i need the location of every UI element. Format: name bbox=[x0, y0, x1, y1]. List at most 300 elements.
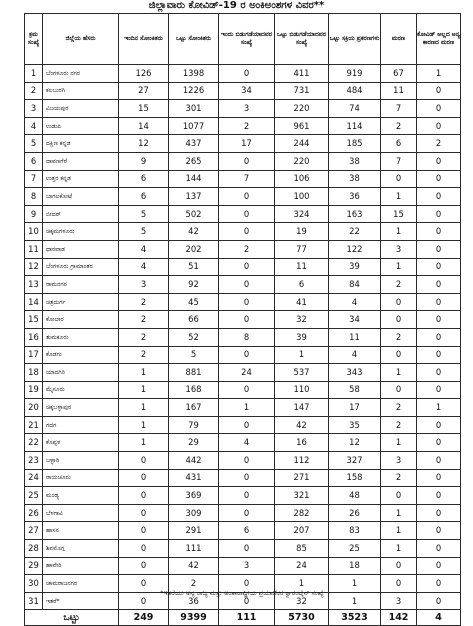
active-cases-cell: 39 bbox=[329, 258, 381, 276]
total-active-cases: 3523 bbox=[329, 610, 381, 626]
table-row bbox=[25, 240, 461, 258]
non-covid-deaths-cell: 1 bbox=[417, 65, 461, 83]
today-discharged-cell: 6 bbox=[219, 522, 275, 540]
non-covid-deaths-cell: 0 bbox=[417, 469, 461, 487]
district-name-cell: ಮೈಸೂರು bbox=[43, 381, 119, 399]
table-row bbox=[25, 557, 461, 575]
total-today-infected: 249 bbox=[119, 610, 169, 626]
serial-cell: 26 bbox=[25, 504, 43, 522]
table-row bbox=[25, 205, 461, 223]
header-district: ಜಿಲ್ಲೆಯ ಹೆಸರು bbox=[43, 14, 119, 65]
today-infected-cell: 2 bbox=[119, 328, 169, 346]
serial-cell: 29 bbox=[25, 557, 43, 575]
header-today-discharged: ಇಂದು ಬಿಡುಗಡೆಯಾದವರ ಸಂಖ್ಯೆ bbox=[219, 14, 275, 65]
deaths-cell: 0 bbox=[381, 311, 417, 329]
today-discharged-cell: 17 bbox=[219, 135, 275, 153]
serial-cell: 1 bbox=[25, 65, 43, 83]
deaths-cell: 0 bbox=[381, 293, 417, 311]
today-infected-cell: 1 bbox=[119, 399, 169, 417]
total-infected-cell: 881 bbox=[169, 364, 219, 382]
today-discharged-cell: 0 bbox=[219, 487, 275, 505]
non-covid-deaths-cell: 0 bbox=[417, 100, 461, 118]
today-discharged-cell: 0 bbox=[219, 293, 275, 311]
serial-cell: 30 bbox=[25, 575, 43, 593]
deaths-cell: 1 bbox=[381, 434, 417, 452]
serial-cell: 5 bbox=[25, 135, 43, 153]
active-cases-cell: 122 bbox=[329, 240, 381, 258]
serial-cell: 20 bbox=[25, 399, 43, 417]
today-infected-cell: 126 bbox=[119, 65, 169, 83]
non-covid-deaths-cell: 0 bbox=[417, 592, 461, 610]
active-cases-cell: 163 bbox=[329, 205, 381, 223]
non-covid-deaths-cell: 2 bbox=[417, 135, 461, 153]
deaths-cell: 3 bbox=[381, 452, 417, 470]
today-infected-cell: 5 bbox=[119, 205, 169, 223]
total-discharged-cell: 39 bbox=[275, 328, 329, 346]
deaths-cell: 1 bbox=[381, 188, 417, 206]
today-infected-cell: 4 bbox=[119, 240, 169, 258]
deaths-cell: 7 bbox=[381, 152, 417, 170]
active-cases-cell: 11 bbox=[329, 328, 381, 346]
total-infected-cell: 111 bbox=[169, 540, 219, 558]
total-today-discharged: 111 bbox=[219, 610, 275, 626]
district-name-cell: ಯಾದಗಿರಿ bbox=[43, 364, 119, 382]
active-cases-cell: 38 bbox=[329, 170, 381, 188]
total-infected-cell: 265 bbox=[169, 152, 219, 170]
today-infected-cell: 0 bbox=[119, 592, 169, 610]
today-discharged-cell: 0 bbox=[219, 592, 275, 610]
total-infected-cell: 301 bbox=[169, 100, 219, 118]
serial-cell: 17 bbox=[25, 346, 43, 364]
district-name-cell: ಬೀದರ್ bbox=[43, 205, 119, 223]
total-discharged-cell: 11 bbox=[275, 258, 329, 276]
deaths-cell: 7 bbox=[381, 100, 417, 118]
serial-cell: 18 bbox=[25, 364, 43, 382]
today-infected-cell: 27 bbox=[119, 82, 169, 100]
total-infected-cell: 168 bbox=[169, 381, 219, 399]
total-infected-cell: 442 bbox=[169, 452, 219, 470]
today-infected-cell: 2 bbox=[119, 311, 169, 329]
today-infected-cell: 6 bbox=[119, 188, 169, 206]
non-covid-deaths-cell: 0 bbox=[417, 205, 461, 223]
district-name-cell: ಗದಗ bbox=[43, 416, 119, 434]
total-infected-cell: 431 bbox=[169, 469, 219, 487]
active-cases-cell: 58 bbox=[329, 381, 381, 399]
total-infected-cell: 29 bbox=[169, 434, 219, 452]
non-covid-deaths-cell: 0 bbox=[417, 188, 461, 206]
deaths-cell: 0 bbox=[381, 346, 417, 364]
table-row bbox=[25, 504, 461, 522]
today-infected-cell: 6 bbox=[119, 170, 169, 188]
total-discharged-cell: 16 bbox=[275, 434, 329, 452]
non-covid-deaths-cell: 0 bbox=[417, 311, 461, 329]
today-infected-cell: 0 bbox=[119, 522, 169, 540]
active-cases-cell: 1 bbox=[329, 575, 381, 593]
total-discharged-cell: 42 bbox=[275, 416, 329, 434]
today-infected-cell: 12 bbox=[119, 135, 169, 153]
non-covid-deaths-cell: 0 bbox=[417, 452, 461, 470]
table-row bbox=[25, 117, 461, 135]
today-discharged-cell: 7 bbox=[219, 170, 275, 188]
district-name-cell: ಬೆಂಗಳೂರು ನಗರ bbox=[43, 65, 119, 83]
deaths-cell: 3 bbox=[381, 240, 417, 258]
serial-cell: 31 bbox=[25, 592, 43, 610]
header-serial: ಕ್ರಮ ಸಂಖ್ಯೆ bbox=[25, 14, 43, 65]
total-infected-cell: 51 bbox=[169, 258, 219, 276]
total-discharged-cell: 147 bbox=[275, 399, 329, 417]
today-discharged-cell: 0 bbox=[219, 152, 275, 170]
serial-cell: 27 bbox=[25, 522, 43, 540]
document-title: ಜಿಲ್ಲಾವಾರು ಕೋವಿಡ್-19 ರ ಅಂಕಿಅಂಶಗಳ ವಿವರ** bbox=[148, 0, 325, 11]
table-row bbox=[25, 293, 461, 311]
district-name-cell: ಮಂಡ್ಯ bbox=[43, 487, 119, 505]
total-infected-cell: 92 bbox=[169, 276, 219, 294]
district-name-cell: ಚಿಕ್ಕಬಳ್ಳಾಪುರ bbox=[43, 399, 119, 417]
table-body bbox=[25, 65, 461, 610]
today-discharged-cell: 1 bbox=[219, 399, 275, 417]
today-infected-cell: 2 bbox=[119, 346, 169, 364]
today-infected-cell: 15 bbox=[119, 100, 169, 118]
total-infected-cell: 1226 bbox=[169, 82, 219, 100]
today-infected-cell: 1 bbox=[119, 381, 169, 399]
serial-cell: 16 bbox=[25, 328, 43, 346]
non-covid-deaths-cell: 0 bbox=[417, 557, 461, 575]
table-row bbox=[25, 487, 461, 505]
active-cases-cell: 35 bbox=[329, 416, 381, 434]
serial-cell: 25 bbox=[25, 487, 43, 505]
serial-cell: 10 bbox=[25, 223, 43, 241]
table-row bbox=[25, 311, 461, 329]
header-today-infected: ಇಂದಿನ ಸೋಂಕಿತರು bbox=[119, 14, 169, 65]
district-name-cell: ಧಾರವಾಡ bbox=[43, 240, 119, 258]
total-discharged-cell: 24 bbox=[275, 557, 329, 575]
deaths-cell: 15 bbox=[381, 205, 417, 223]
active-cases-cell: 1 bbox=[329, 592, 381, 610]
total-infected-cell: 1398 bbox=[169, 65, 219, 83]
non-covid-deaths-cell: 0 bbox=[417, 240, 461, 258]
non-covid-deaths-cell: 0 bbox=[417, 416, 461, 434]
deaths-cell: 6 bbox=[381, 135, 417, 153]
active-cases-cell: 343 bbox=[329, 364, 381, 382]
active-cases-cell: 38 bbox=[329, 152, 381, 170]
active-cases-cell: 48 bbox=[329, 487, 381, 505]
totals-label: ಒಟ್ಟು bbox=[25, 610, 119, 626]
active-cases-cell: 327 bbox=[329, 452, 381, 470]
deaths-cell: 1 bbox=[381, 223, 417, 241]
active-cases-cell: 84 bbox=[329, 276, 381, 294]
serial-cell: 23 bbox=[25, 452, 43, 470]
serial-cell: 28 bbox=[25, 540, 43, 558]
deaths-cell: 0 bbox=[381, 170, 417, 188]
total-discharged-cell: 321 bbox=[275, 487, 329, 505]
serial-cell: 12 bbox=[25, 258, 43, 276]
total-infected-cell: 36 bbox=[169, 592, 219, 610]
table-row bbox=[25, 416, 461, 434]
today-infected-cell: 1 bbox=[119, 364, 169, 382]
table-row bbox=[25, 65, 461, 83]
header-deaths: ಮರಣ bbox=[381, 14, 417, 65]
today-infected-cell: 0 bbox=[119, 504, 169, 522]
total-discharged-cell: 1 bbox=[275, 575, 329, 593]
today-discharged-cell: 0 bbox=[219, 469, 275, 487]
table-row bbox=[25, 258, 461, 276]
today-discharged-cell: 2 bbox=[219, 240, 275, 258]
district-name-cell: ಉತ್ತರ ಕನ್ನಡ bbox=[43, 170, 119, 188]
total-deaths: 142 bbox=[381, 610, 417, 626]
today-infected-cell: 0 bbox=[119, 469, 169, 487]
table-row bbox=[25, 434, 461, 452]
total-discharged-cell: 110 bbox=[275, 381, 329, 399]
district-name-cell: ಹಾವೇರಿ bbox=[43, 557, 119, 575]
table-row bbox=[25, 276, 461, 294]
active-cases-cell: 17 bbox=[329, 399, 381, 417]
header-total-infected: ಒಟ್ಟು ಸೋಂಕಿತರು bbox=[169, 14, 219, 65]
table-row bbox=[25, 223, 461, 241]
total-infected-cell: 291 bbox=[169, 522, 219, 540]
total-discharged-cell: 207 bbox=[275, 522, 329, 540]
deaths-cell: 1 bbox=[381, 364, 417, 382]
district-name-cell: ತುಮಕೂರು bbox=[43, 328, 119, 346]
district-name-cell: ರಾಯಚೂರು bbox=[43, 469, 119, 487]
today-discharged-cell: 0 bbox=[219, 575, 275, 593]
deaths-cell: 2 bbox=[381, 469, 417, 487]
table-row bbox=[25, 540, 461, 558]
non-covid-deaths-cell: 0 bbox=[417, 381, 461, 399]
serial-cell: 3 bbox=[25, 100, 43, 118]
total-discharged-cell: 32 bbox=[275, 592, 329, 610]
table-row bbox=[25, 82, 461, 100]
today-discharged-cell: 0 bbox=[219, 381, 275, 399]
header-total-discharged: ಒಟ್ಟು ಬಿಡುಗಡೆಯಾದವರ ಸಂಖ್ಯೆ bbox=[275, 14, 329, 65]
total-non-covid-deaths: 4 bbox=[417, 610, 461, 626]
today-infected-cell: 0 bbox=[119, 487, 169, 505]
district-name-cell: ಬೆಳಗಾವಿ bbox=[43, 504, 119, 522]
total-infected-cell: 66 bbox=[169, 311, 219, 329]
non-covid-deaths-cell: 0 bbox=[417, 258, 461, 276]
total-discharged-cell: 19 bbox=[275, 223, 329, 241]
serial-cell: 8 bbox=[25, 188, 43, 206]
today-infected-cell: 0 bbox=[119, 557, 169, 575]
deaths-cell: 0 bbox=[381, 381, 417, 399]
serial-cell: 6 bbox=[25, 152, 43, 170]
total-infected-cell: 1077 bbox=[169, 117, 219, 135]
active-cases-cell: 484 bbox=[329, 82, 381, 100]
active-cases-cell: 4 bbox=[329, 346, 381, 364]
deaths-cell: 0 bbox=[381, 487, 417, 505]
table-row bbox=[25, 100, 461, 118]
today-discharged-cell: 8 bbox=[219, 328, 275, 346]
total-discharged-cell: 282 bbox=[275, 504, 329, 522]
non-covid-deaths-cell: 0 bbox=[417, 364, 461, 382]
table-row bbox=[25, 170, 461, 188]
deaths-cell: 2 bbox=[381, 328, 417, 346]
active-cases-cell: 36 bbox=[329, 188, 381, 206]
serial-cell: 19 bbox=[25, 381, 43, 399]
total-infected-cell: 42 bbox=[169, 223, 219, 241]
footnote: *ಇತರೆಯು ಅನ್ಯ ರಾಜ್ಯ ಮತ್ತು ಅಂತಾರಾಷ್ಟ್ರೀಯ ಪ್ರಯಾಣಿಕರ ಕ್ವಾರಂಟೈನ್ ಸಂಖ್ಯೆ bbox=[160, 589, 324, 597]
total-discharged-cell: 85 bbox=[275, 540, 329, 558]
serial-cell: 7 bbox=[25, 170, 43, 188]
serial-cell: 4 bbox=[25, 117, 43, 135]
non-covid-deaths-cell: 0 bbox=[417, 117, 461, 135]
serial-cell: 9 bbox=[25, 205, 43, 223]
total-discharged-cell: 271 bbox=[275, 469, 329, 487]
non-covid-deaths-cell: 0 bbox=[417, 540, 461, 558]
total-discharged-cell: 220 bbox=[275, 152, 329, 170]
total-discharged-cell: 41 bbox=[275, 293, 329, 311]
deaths-cell: 0 bbox=[381, 575, 417, 593]
non-covid-deaths-cell: 0 bbox=[417, 276, 461, 294]
today-infected-cell: 9 bbox=[119, 152, 169, 170]
today-infected-cell: 3 bbox=[119, 276, 169, 294]
total-infected-cell: 45 bbox=[169, 293, 219, 311]
today-infected-cell: 0 bbox=[119, 575, 169, 593]
today-discharged-cell: 0 bbox=[219, 504, 275, 522]
total-discharged-cell: 32 bbox=[275, 311, 329, 329]
today-discharged-cell: 0 bbox=[219, 188, 275, 206]
non-covid-deaths-cell: 0 bbox=[417, 170, 461, 188]
today-discharged-cell: 0 bbox=[219, 258, 275, 276]
table-row bbox=[25, 328, 461, 346]
total-discharged-cell: 324 bbox=[275, 205, 329, 223]
total-infected: 9399 bbox=[169, 610, 219, 626]
today-discharged-cell: 0 bbox=[219, 276, 275, 294]
active-cases-cell: 74 bbox=[329, 100, 381, 118]
non-covid-deaths-cell: 1 bbox=[417, 399, 461, 417]
today-discharged-cell: 4 bbox=[219, 434, 275, 452]
serial-cell: 24 bbox=[25, 469, 43, 487]
district-name-cell: ಇತರೆ* bbox=[43, 592, 119, 610]
district-name-cell: ವಿಜಯಪುರ bbox=[43, 100, 119, 118]
total-discharged-cell: 100 bbox=[275, 188, 329, 206]
today-discharged-cell: 0 bbox=[219, 205, 275, 223]
today-infected-cell: 1 bbox=[119, 434, 169, 452]
today-discharged-cell: 0 bbox=[219, 452, 275, 470]
total-infected-cell: 167 bbox=[169, 399, 219, 417]
active-cases-cell: 18 bbox=[329, 557, 381, 575]
deaths-cell: 2 bbox=[381, 276, 417, 294]
total-infected-cell: 79 bbox=[169, 416, 219, 434]
non-covid-deaths-cell: 0 bbox=[417, 504, 461, 522]
district-name-cell: ದಾವಣಗೆರೆ bbox=[43, 152, 119, 170]
total-discharged-cell: 411 bbox=[275, 65, 329, 83]
total-discharged-cell: 537 bbox=[275, 364, 329, 382]
total-infected-cell: 309 bbox=[169, 504, 219, 522]
today-discharged-cell: 0 bbox=[219, 346, 275, 364]
today-discharged-cell: 2 bbox=[219, 117, 275, 135]
header-non-covid-deaths: ಕೋವಿಡ್ ಅಲ್ಲದ ಅನ್ಯ ಕಾರಣದ ಮರಣ bbox=[417, 14, 461, 65]
today-discharged-cell: 0 bbox=[219, 540, 275, 558]
deaths-cell: 1 bbox=[381, 504, 417, 522]
active-cases-cell: 83 bbox=[329, 522, 381, 540]
non-covid-deaths-cell: 0 bbox=[417, 434, 461, 452]
covid-district-table bbox=[24, 13, 461, 626]
today-infected-cell: 1 bbox=[119, 416, 169, 434]
serial-cell: 11 bbox=[25, 240, 43, 258]
district-name-cell: ಚಿತ್ರದುರ್ಗ bbox=[43, 293, 119, 311]
active-cases-cell: 22 bbox=[329, 223, 381, 241]
district-name-cell: ಹಾಸನ bbox=[43, 522, 119, 540]
today-discharged-cell: 0 bbox=[219, 223, 275, 241]
total-discharged-cell: 106 bbox=[275, 170, 329, 188]
total-infected-cell: 369 bbox=[169, 487, 219, 505]
total-infected-cell: 502 bbox=[169, 205, 219, 223]
table-row bbox=[25, 188, 461, 206]
today-infected-cell: 4 bbox=[119, 258, 169, 276]
deaths-cell: 11 bbox=[381, 82, 417, 100]
serial-cell: 14 bbox=[25, 293, 43, 311]
district-name-cell: ಚಿಕ್ಕಮಗಳೂರು bbox=[43, 223, 119, 241]
district-name-cell: ರಾಮನಗರ bbox=[43, 276, 119, 294]
district-name-cell: ಬಾಗಲಕೋಟೆ bbox=[43, 188, 119, 206]
total-discharged-cell: 961 bbox=[275, 117, 329, 135]
non-covid-deaths-cell: 0 bbox=[417, 575, 461, 593]
deaths-cell: 2 bbox=[381, 117, 417, 135]
serial-cell: 21 bbox=[25, 416, 43, 434]
total-infected-cell: 144 bbox=[169, 170, 219, 188]
serial-cell: 15 bbox=[25, 311, 43, 329]
active-cases-cell: 4 bbox=[329, 293, 381, 311]
district-name-cell: ಕಲಬುರಗಿ bbox=[43, 82, 119, 100]
non-covid-deaths-cell: 0 bbox=[417, 223, 461, 241]
district-name-cell: ಬಳ್ಳಾರಿ bbox=[43, 452, 119, 470]
today-discharged-cell: 0 bbox=[219, 65, 275, 83]
active-cases-cell: 158 bbox=[329, 469, 381, 487]
deaths-cell: 0 bbox=[381, 557, 417, 575]
deaths-cell: 3 bbox=[381, 592, 417, 610]
table-row bbox=[25, 381, 461, 399]
district-name-cell: ಕೋಲಾರ bbox=[43, 311, 119, 329]
deaths-cell: 67 bbox=[381, 65, 417, 83]
district-name-cell: ಬೆಂಗಳೂರು ಗ್ರಾಮಾಂತರ bbox=[43, 258, 119, 276]
non-covid-deaths-cell: 0 bbox=[417, 346, 461, 364]
district-name-cell: ಚಾಮರಾಜನಗರ bbox=[43, 575, 119, 593]
non-covid-deaths-cell: 0 bbox=[417, 328, 461, 346]
table-row bbox=[25, 364, 461, 382]
total-discharged-cell: 77 bbox=[275, 240, 329, 258]
deaths-cell: 1 bbox=[381, 522, 417, 540]
active-cases-cell: 34 bbox=[329, 311, 381, 329]
total-infected-cell: 437 bbox=[169, 135, 219, 153]
deaths-cell: 2 bbox=[381, 416, 417, 434]
total-infected-cell: 137 bbox=[169, 188, 219, 206]
total-discharged-cell: 244 bbox=[275, 135, 329, 153]
deaths-cell: 1 bbox=[381, 258, 417, 276]
district-name-cell: ಕೊಪ್ಪಳ bbox=[43, 434, 119, 452]
deaths-cell: 1 bbox=[381, 540, 417, 558]
total-infected-cell: 52 bbox=[169, 328, 219, 346]
today-discharged-cell: 3 bbox=[219, 100, 275, 118]
today-infected-cell: 0 bbox=[119, 452, 169, 470]
district-name-cell: ಉಡುಪಿ bbox=[43, 117, 119, 135]
today-discharged-cell: 34 bbox=[219, 82, 275, 100]
today-discharged-cell: 0 bbox=[219, 416, 275, 434]
district-name-cell: ಶಿವಮೊಗ್ಗ bbox=[43, 540, 119, 558]
non-covid-deaths-cell: 0 bbox=[417, 293, 461, 311]
active-cases-cell: 26 bbox=[329, 504, 381, 522]
active-cases-cell: 25 bbox=[329, 540, 381, 558]
non-covid-deaths-cell: 0 bbox=[417, 487, 461, 505]
table-row bbox=[25, 399, 461, 417]
active-cases-cell: 12 bbox=[329, 434, 381, 452]
serial-cell: 13 bbox=[25, 276, 43, 294]
total-infected-cell: 202 bbox=[169, 240, 219, 258]
today-discharged-cell: 24 bbox=[219, 364, 275, 382]
table-row bbox=[25, 522, 461, 540]
today-infected-cell: 14 bbox=[119, 117, 169, 135]
today-infected-cell: 2 bbox=[119, 293, 169, 311]
total-discharged-cell: 220 bbox=[275, 100, 329, 118]
